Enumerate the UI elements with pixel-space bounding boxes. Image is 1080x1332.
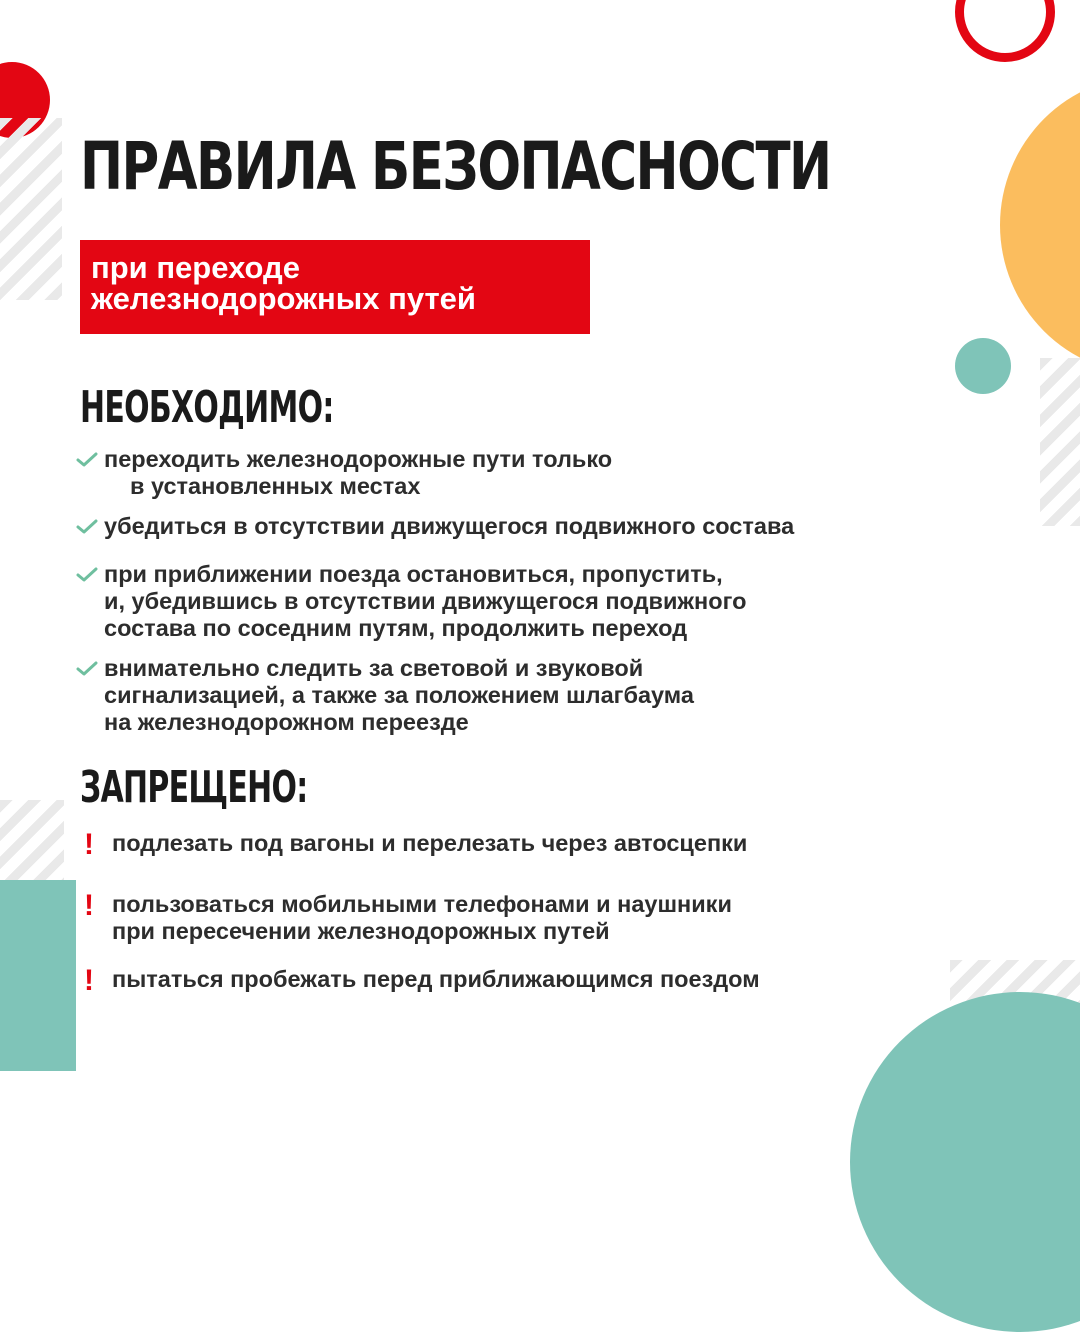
item-text-line: внимательно следить за световой и звуковой (104, 655, 644, 681)
subtitle-line: железнодорожных путей (91, 281, 476, 316)
item-text-line: подлезать под вагоны и перелезать через автосцепки (112, 830, 748, 856)
item-text-line: в установленных местах (130, 473, 421, 499)
item-text-line: и, убедившись в отсутствии движущегося подвижного (104, 588, 747, 614)
red-ring-decoration (955, 0, 1055, 62)
teal-block-decoration (0, 880, 76, 1071)
item-text-line: пользоваться мобильными телефонами и наушники (112, 891, 732, 917)
required-item (76, 513, 794, 540)
required-item (76, 655, 694, 736)
check-icon (76, 561, 100, 588)
teal-arc-decoration (850, 992, 1080, 1332)
required-item (76, 446, 612, 500)
teal-small-circle-decoration (955, 338, 1011, 394)
check-icon (76, 446, 100, 473)
item-text-line: при приближении поезда остановиться, пропустить, (104, 561, 723, 587)
forbidden-item (76, 830, 747, 860)
required-item (76, 561, 746, 642)
subtitle-line: при переходе (91, 250, 300, 285)
item-text-line: убедиться в отсутствии движущегося подвижного состава (104, 513, 795, 539)
item-text-line: состава по соседним путям, продолжить переход (104, 615, 688, 641)
striped-decoration-left-top (0, 118, 62, 300)
item-text-line: на железнодорожном переезде (104, 709, 469, 735)
required-heading: НЕОБХОДИМО: (80, 382, 334, 433)
exclamation-icon: ! (84, 828, 94, 861)
check-icon (76, 513, 100, 540)
orange-circle-decoration (1000, 75, 1080, 375)
striped-decoration-right-mid (1040, 358, 1080, 526)
forbidden-heading: ЗАПРЕЩЕНО: (80, 762, 308, 813)
forbidden-item (76, 891, 732, 945)
page-title: ПРАВИЛА БЕЗОПАСНОСТИ (80, 128, 831, 205)
subtitle-banner (80, 240, 590, 334)
item-text-line: пытаться пробежать перед приближающимся поездом (112, 966, 760, 992)
exclamation-icon: ! (84, 889, 94, 922)
striped-decoration-left-bottom (0, 800, 64, 880)
item-text-line: сигнализацией, а также за положением шлагбаума (104, 682, 694, 708)
check-icon (76, 655, 100, 682)
item-text-line: при пересечении железнодорожных путей (112, 918, 610, 944)
item-text-line: переходить железнодорожные пути только (104, 446, 613, 472)
exclamation-icon: ! (84, 964, 94, 997)
forbidden-item (76, 966, 760, 996)
